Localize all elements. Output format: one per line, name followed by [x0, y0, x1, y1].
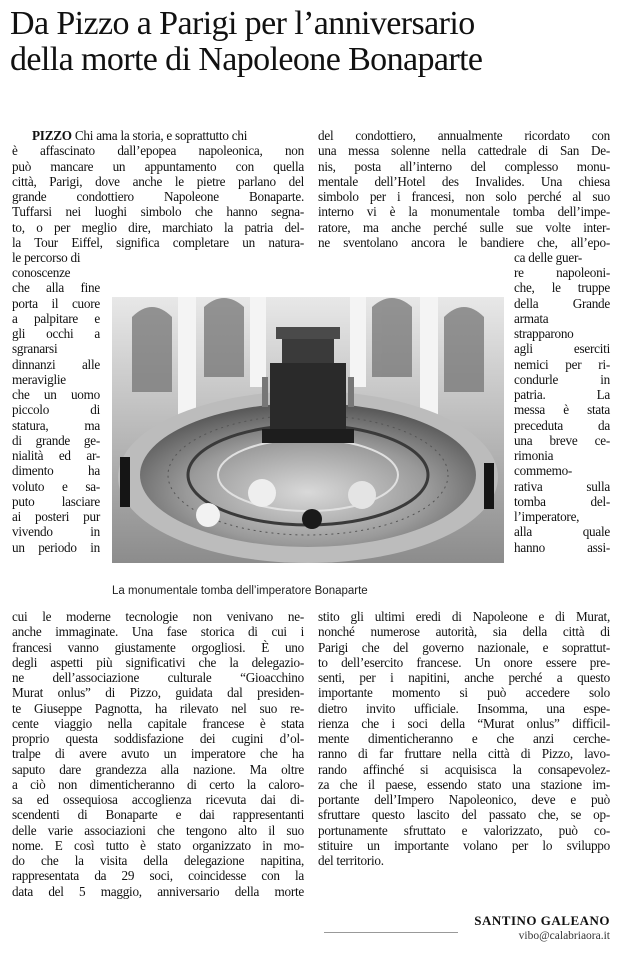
headline	[10, 6, 615, 78]
text-line: senti, per i napitini, anche perché a questo	[318, 670, 610, 685]
text-line: delle varie associazioni che tengono alto il suo	[12, 822, 304, 838]
text-line: a palpitare e	[12, 310, 100, 326]
text-line: grande condottiero Napoleone Bonaparte.	[12, 189, 304, 204]
text-line: nialità ed ar-	[12, 448, 100, 463]
text-line: Tuffarsi nei luoghi simbolo che hanno segna-	[12, 204, 304, 220]
text-line: tomba del-	[514, 493, 610, 509]
text-line: rappresentata da 29 soci, coincidesse con la	[12, 868, 304, 884]
text-line: portunamente sfruttato e valorizzato, può co-	[318, 822, 610, 838]
text-line: condurle in	[514, 371, 610, 387]
text-line: che alla fine	[12, 280, 100, 296]
signature-rule	[324, 932, 458, 933]
headline-line-1: Da Pizzo a Parigi per l’anniversario	[10, 5, 475, 42]
text-line: agli eserciti	[514, 341, 610, 357]
text-line: stito gli ultimi eredi di Napoleone e di Murat,	[318, 609, 610, 624]
text-line: mentale dell’Hotel des Invalides. Una chiesa	[318, 173, 610, 189]
text-line: ai posteri pur	[12, 509, 100, 524]
text-line: re napoleoni-	[514, 265, 610, 280]
text-line: cente viaggio nella capitale francese è stata	[12, 715, 304, 731]
text-line: commemo-	[514, 463, 573, 479]
text-line: dimento ha	[12, 463, 100, 479]
text-line: che un uomo	[12, 387, 100, 402]
text-line: del territorio.	[318, 853, 384, 868]
text-line: sgranarsi	[12, 341, 58, 357]
text-line: mente dimenticheranno e che anzi cerche-	[318, 731, 610, 746]
text-line: proprio questa soddisfazione dei cugini d’ol-	[12, 731, 304, 746]
text-line: tralpe di avere avuto un imperatore che ha	[12, 746, 304, 762]
text-line	[12, 128, 304, 143]
text-line: che, le truppe	[514, 280, 610, 296]
text-line: meraviglie	[12, 371, 66, 387]
text-line: to dell’esercito francese. Un onore essere pre-	[318, 654, 610, 670]
text-line: scendenti di Bonaparte e dai rappresentanti	[12, 807, 304, 823]
text-line: nonché numerose autorità, sia della città di	[318, 624, 610, 640]
text-line: un periodo in	[12, 539, 100, 555]
text-line: una messa solenne nella cattedrale di San De-	[318, 143, 610, 159]
text-line: ne dell’associazione culturale “Gioacchino	[12, 670, 304, 685]
text-line: data del 5 maggio, anniversario della morte	[12, 883, 304, 899]
text-line: sfruttare questo lascito del passato che, se op-	[318, 807, 610, 823]
headline-line-2: della morte di Napoleone Bonaparte	[10, 41, 483, 78]
text-line: messa è stata	[514, 402, 610, 418]
lead-word: PIZZO	[32, 128, 72, 143]
text-line: a ciò non dimenticheranno di certo la caloro-	[12, 776, 304, 792]
text-line: simbolo per i francesi, non solo perché al suo	[318, 189, 610, 204]
text-line: te Giuseppe Pagnotta, ha rilevato nel suo re-	[12, 700, 304, 716]
text-line: rativa sulla	[514, 478, 610, 494]
text-line: la Tour Eiffel, significa completare un natura-	[12, 234, 304, 250]
text-line: l’imperatore,	[514, 509, 580, 524]
author-email: vibo@calabriaora.it	[518, 930, 610, 942]
text-line: è affascinato dall’epopea napoleonica, non	[12, 143, 304, 159]
text-line: strapparono	[514, 326, 574, 341]
text-line: della Grande	[514, 295, 610, 311]
text-line: to, o per meglio dire, marchiato la patria del-	[12, 219, 304, 235]
text-line: anche immaginate. Una fase storica di cui i	[12, 624, 304, 640]
text-line: stituire un importante volano per lo sviluppo	[318, 837, 610, 853]
text-line: le percorso di	[12, 250, 81, 265]
text-line: del condottiero, annualmente ricordato con	[318, 128, 610, 143]
tomb-photo-illustration	[112, 297, 504, 563]
text-line: alla quale	[514, 524, 610, 540]
text-line: statura, ma	[12, 417, 100, 433]
text-line: ranno di far fruttare nella città di Pizzo, lavo-	[318, 746, 610, 762]
text-line: Murat onlus” di Pizzo, guidata dal presiden-	[12, 685, 304, 701]
text-line: città, Parigi, dove anche le pietre parlano del	[12, 173, 304, 189]
text-line: può mancare un appuntamento con quella	[12, 158, 304, 174]
text-line: gli occhi a	[12, 326, 100, 341]
text-line: Parigi che del governo nazionale, e soprattut-	[318, 639, 610, 655]
text-line: piccolo di	[12, 402, 100, 418]
text-line: conoscenze	[12, 265, 71, 280]
text-line: ne sventolano ancora le bandiere che, all’epo-	[318, 234, 610, 250]
text-line: rando affinché si acquisisca la consapevolez-	[318, 761, 610, 777]
text-line: dinnanzi alle	[12, 356, 100, 372]
text-line-content: Chi ama la storia, e soprattutto chi	[71, 128, 248, 143]
text-line: puto lasciare	[12, 493, 100, 509]
text-line: za che il paese, essendo stato una stazione im-	[318, 776, 610, 792]
text-line: voluto e sa-	[12, 478, 100, 494]
text-line: vivendo in	[12, 524, 100, 540]
text-line: nis, posta all’interno del complesso monu-	[318, 158, 610, 174]
text-line: armata	[514, 310, 549, 326]
text-line: sa ed ossequiosa accoglienza ricevuta dai di-	[12, 792, 304, 807]
text-line: importante momento si può accedere solo	[318, 685, 610, 701]
photo-caption: La monumentale tomba dell’imperatore Bonaparte	[112, 585, 368, 597]
text-line: rienza che i soci della “Murat onlus” difficil-	[318, 715, 610, 731]
text-line: nome. E così tutto è stato organizzato in mo-	[12, 837, 304, 853]
text-line: patria. La	[514, 387, 610, 402]
text-line: hanno assi-	[514, 539, 610, 555]
text-line: di grande ge-	[12, 432, 100, 448]
text-line: francesi vanno giustamente orgogliosi. È uno	[12, 639, 304, 655]
text-line: nemici per ri-	[514, 356, 610, 372]
text-line: preceduta da	[514, 417, 610, 433]
text-line: degli aspetti più significativi che la delegazio-	[12, 654, 304, 670]
text-line: dietro invito ufficiale. Insomma, una espe-	[318, 700, 610, 716]
text-line: do che la visita della delegazione napitina,	[12, 853, 304, 868]
tomb-photo	[112, 297, 504, 563]
text-line: portante dell’Impero Napoleonico, deve e può	[318, 792, 610, 807]
text-line: saputo dare grandezza alla nazione. Ma oltre	[12, 761, 304, 777]
text-line: interno vi è la monumentale tomba dell’impe-	[318, 204, 610, 220]
text-line: una breve ce-	[514, 432, 610, 448]
text-line: ratore, ma anche perché sulle sue volte inter-	[318, 219, 610, 235]
text-line: porta il cuore	[12, 295, 100, 311]
text-line: rimonia	[514, 448, 554, 463]
text-line: ca delle guer-	[514, 250, 582, 265]
author-signature: SANTINO GALEANO	[474, 913, 610, 928]
text-line: cui le moderne tecnologie non venivano ne-	[12, 609, 304, 624]
